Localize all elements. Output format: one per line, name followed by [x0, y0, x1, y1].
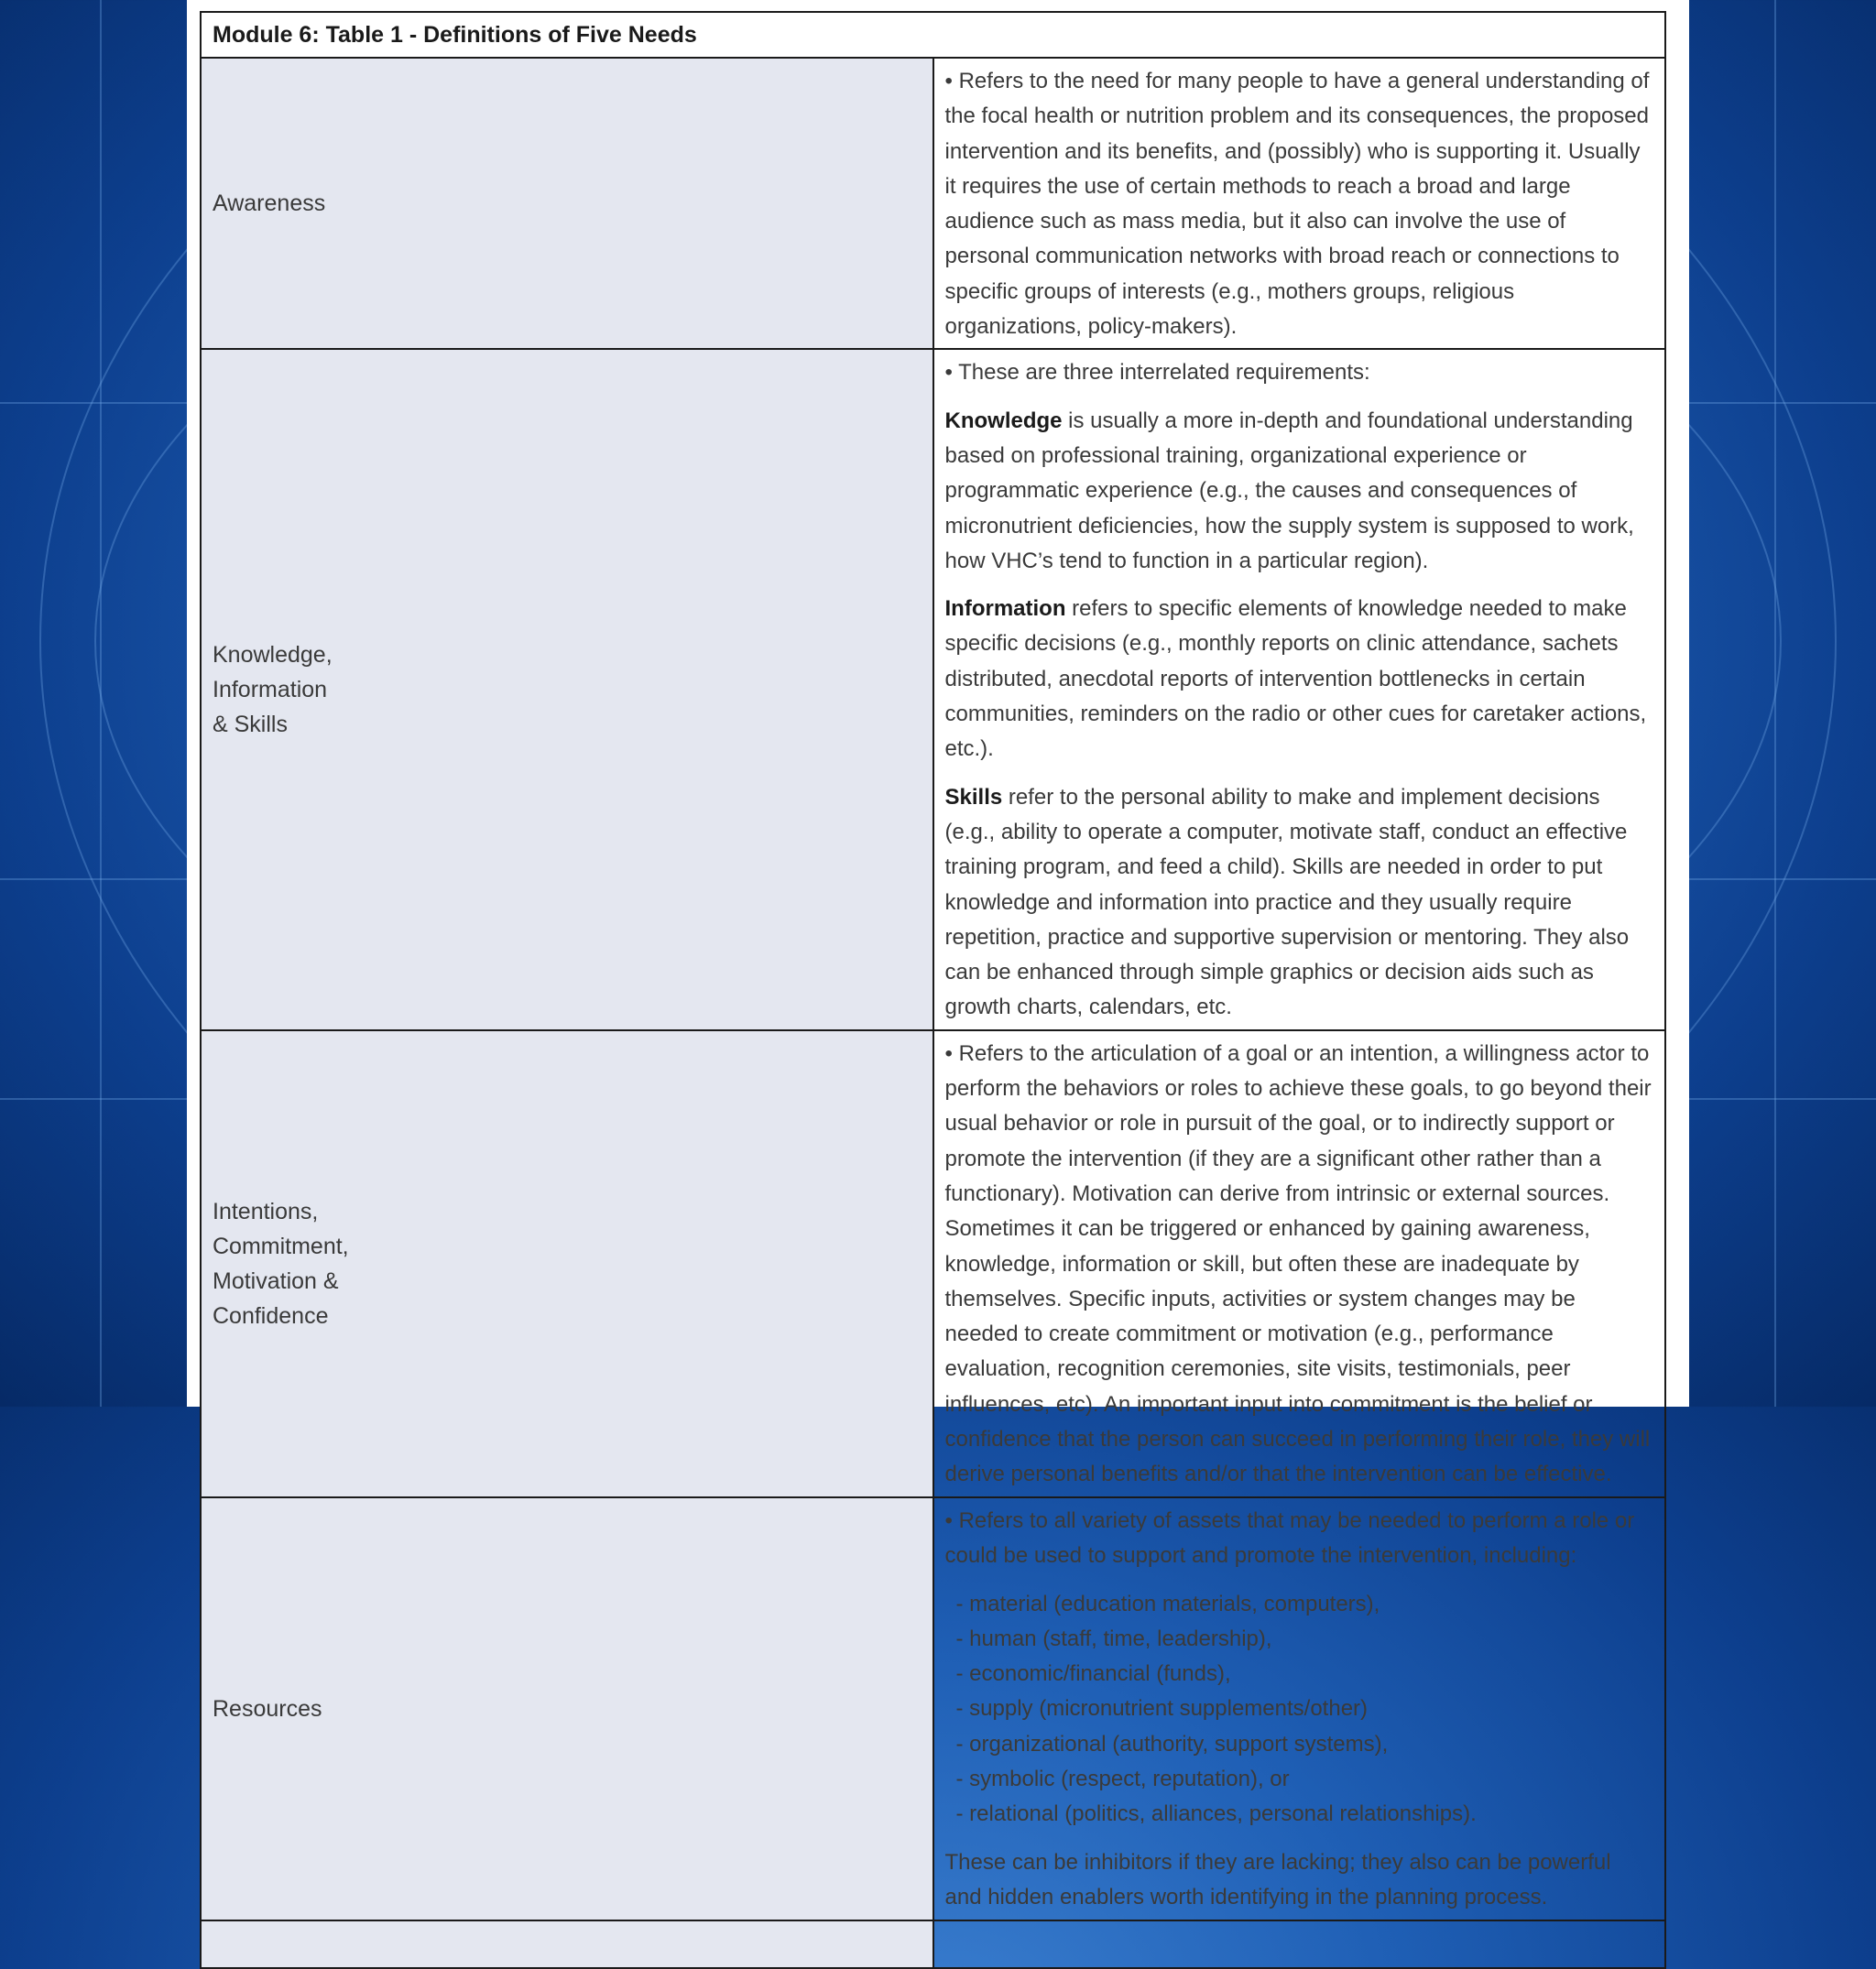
asset-list	[945, 1587, 1654, 1833]
document-page	[187, 0, 1689, 1909]
information-paragraph	[945, 592, 1654, 767]
description-bullet: • These are three interrelated requirements:	[944, 360, 1370, 386]
table-row-resources	[201, 1497, 1665, 1920]
information-term: Information	[944, 596, 1066, 622]
row-label-line: Confidence	[213, 1302, 329, 1329]
table-title-row	[201, 12, 1665, 58]
row-label-line: Resources	[213, 1695, 322, 1722]
row-description-knowledge-information-skills	[933, 349, 1666, 1029]
row-label-line: Commitment,	[213, 1233, 349, 1259]
asset-list-item: - organizational (authority, support systems),	[955, 1731, 1389, 1757]
description-bullet: • Refers to the need for many people to have a general understanding of the focal health or nutrition problem and its consequences, the proposed intervention and its benefits, and (possibly) who is supporting it. Usually it requires the use of certain methods to reach a broad and large audience such as mass media, but it also can involve the use of personal communication networks with broad reach or connections to specific groups of interests (e.g., mothers groups, religious organizations, policy-makers).	[944, 69, 1650, 340]
table-row-awareness	[201, 58, 1665, 349]
row-description-cut-off	[933, 1920, 1666, 1968]
row-label-line: Knowledge,	[213, 642, 333, 669]
five-needs-table	[200, 11, 1666, 1969]
table-row-knowledge-information-skills	[201, 349, 1665, 1029]
row-label-knowledge-information-skills	[201, 349, 933, 1029]
row-label-line: Awareness	[213, 190, 326, 217]
table-title: Module 6: Table 1 - Definitions of Five Needs	[201, 12, 1665, 58]
asset-list-item: - supply (micronutrient supplements/other)	[955, 1696, 1369, 1722]
information-text: refers to specific elements of knowledge needed to make specific decisions (e.g., monthly reports on clinic attendance, sachets distributed, anecdotal reports of intervention bottlenecks in certain communities, reminders on the radio or other cues for caretaker actions, etc.).	[944, 596, 1647, 762]
skills-text: refer to the personal ability to make and implement decisions (e.g., ability to operate a computer, motivate staff, conduct an effective training program, and feed a child). Skills are needed in order to put knowledge and information into practice and they usually require repetition, practice and supportive supervision or mentoring. They also can be enhanced through simple graphics or decision aids such as growth charts, calendars, etc.	[944, 784, 1630, 1020]
row-label-line: & Skills	[213, 712, 288, 738]
row-label-awareness	[201, 58, 933, 349]
asset-list-item: - material (education materials, computers),	[955, 1591, 1380, 1616]
asset-list-item: - economic/financial (funds),	[955, 1661, 1231, 1687]
row-label-cut-off	[201, 1920, 933, 1968]
asset-list-item: - symbolic (respect, reputation), or	[955, 1767, 1290, 1792]
skills-term: Skills	[944, 784, 1003, 810]
knowledge-term: Knowledge	[944, 408, 1063, 433]
resources-closing-paragraph: These can be inhibitors if they are lacking; they also can be powerful and hidden enablers worth identifying in the planning process.	[944, 1849, 1611, 1909]
row-label-line: Information	[213, 677, 328, 703]
row-description-awareness	[933, 58, 1666, 349]
description-bullet: • Refers to the articulation of a goal or an intention, a willingness actor to perform the behaviors or roles to achieve these goals, to go beyond their usual behavior or role in pursuit of the goal, or to indirectly support or promote the intervention (if they are a significant other rather than a functionary). Motivation can derive from intrinsic or external sources. Sometimes it can be triggered or enhanced by gaining awareness, knowledge, information or skill, but often these are inadequate by themselves. Specific inputs, activities or system changes may be needed to create commitment or motivation (e.g., performance evaluation, recognition ceremonies, site visits, testimonials, peer influences, etc). An important input into commitment is the belief or confidence that the person can succeed in performing their role, they will derive personal benefits and/or that the intervention can be effective.	[944, 1040, 1652, 1487]
knowledge-paragraph	[945, 404, 1654, 579]
row-label-resources	[201, 1497, 933, 1920]
row-label-line: Motivation &	[213, 1267, 339, 1294]
table-row-cut-off	[201, 1920, 1665, 1968]
description-bullet: • Refers to all variety of assets that may be needed to perform a role or could be used to support and promote the intervention, including:	[944, 1507, 1635, 1569]
row-description-intentions-commitment	[933, 1030, 1666, 1497]
table-row-intentions-commitment	[201, 1030, 1665, 1497]
row-label-line: Intentions,	[213, 1198, 319, 1224]
asset-list-item: - human (staff, time, leadership),	[955, 1626, 1272, 1651]
knowledge-text: is usually a more in-depth and foundational understanding based on professional training, organizational experience or programmatic experience (e.g., the causes and consequences of micronutrient deficiencies, how the supply system is supposed to work, how VHC’s tend to function in a particular region).	[944, 408, 1634, 573]
row-label-intentions-commitment	[201, 1030, 933, 1497]
asset-list-item: - relational (politics, alliances, personal relationships).	[955, 1801, 1477, 1827]
skills-paragraph	[945, 780, 1654, 1026]
row-description-resources	[933, 1497, 1666, 1920]
